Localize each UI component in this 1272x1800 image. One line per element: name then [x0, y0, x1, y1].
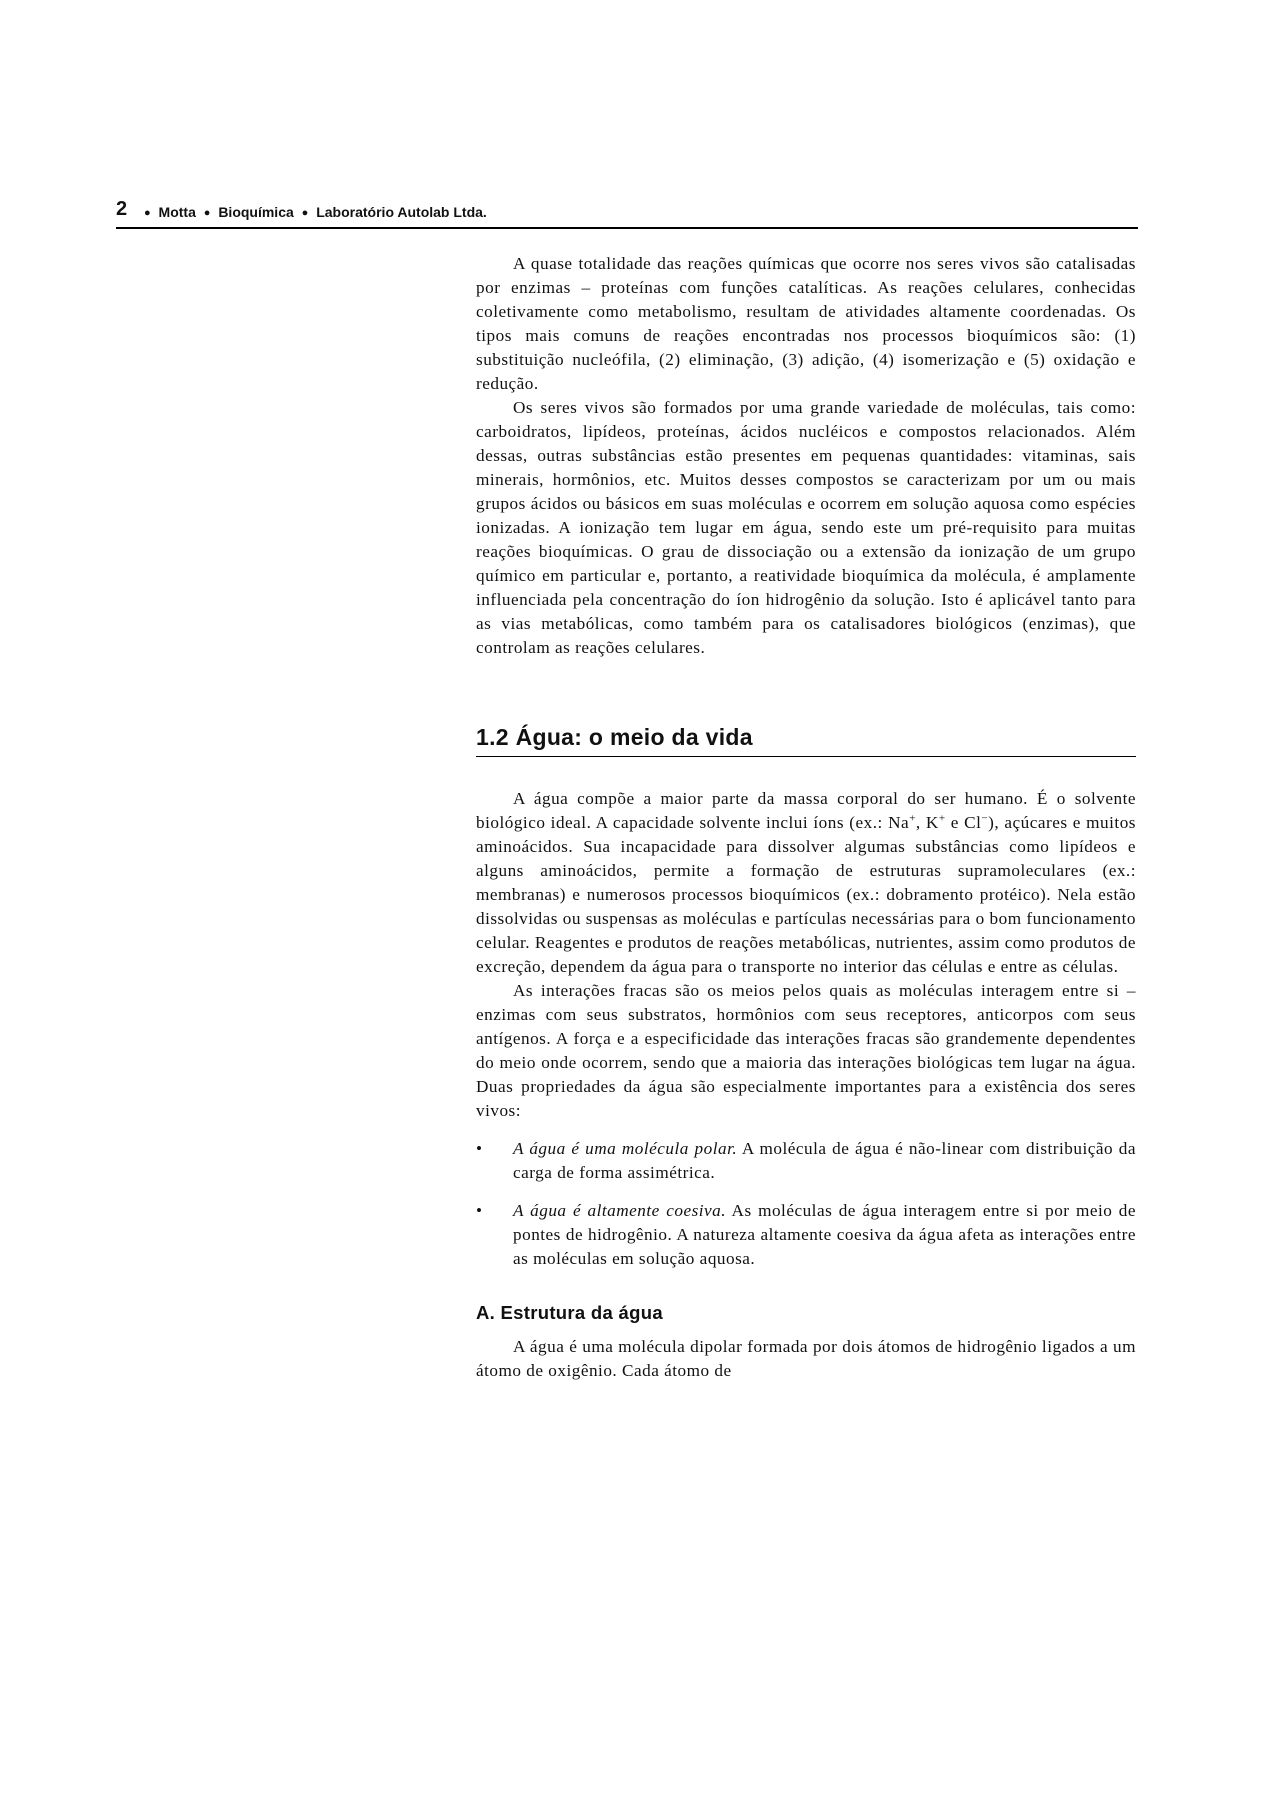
section-heading: 1.2 Água: o meio da vida — [476, 722, 1136, 757]
intro-paragraph-2: Os seres vivos são formados por uma grande variedade de moléculas, tais como: carboidratos, lipídeos, proteínas, ácidos nucléicos e compostos relacionados. Além dessas, outras substâncias estão presentes em pequenas quantidades: vitaminas, sais minerais, hormônios, etc. Muitos desses compostos se caracterizam por um ou mais grupos ácidos ou básicos em suas moléculas e ocorrem em solução aquosa como espécies ionizadas. A ionização tem lugar em água, sendo este um pré-requisito para muitas reações bioquímicas. O grau de dissociação ou a extensão da ionização de um grupo químico em particular e, portanto, a reatividade bioquímica da molécula, é amplamente influenciada pela concentração do íon hidrogênio da solução. Isto é aplicável tanto para as vias metabólicas, como também para os catalisadores biológicos (enzimas), que controlam as reações celulares. — [476, 398, 1136, 657]
section-paragraph-2: As interações fracas são os meios pelos quais as moléculas interagem entre si – enzimas com seus substratos, hormônios com seus receptores, anticorpos com seus antígenos. A força e a especificidade das interações fracas são grandemente dependentes do meio onde ocorrem, sendo que a maioria das interações biológicas tem lugar na água. Duas propriedades da água são especialmente importantes para a existência dos seres vivos: — [476, 981, 1136, 1120]
text-column — [476, 252, 1136, 1383]
header-running-title — [140, 204, 487, 220]
subsection-paragraph-1: A água é uma molécula dipolar formada por dois átomos de hidrogênio ligados a um átomo de oxigênio. Cada átomo de — [476, 1337, 1136, 1380]
running-header — [116, 197, 1138, 229]
superscript: + — [938, 812, 946, 825]
intro-paragraph-1: A quase totalidade das reações químicas que ocorre nos seres vivos são catalisadas por enzimas – proteínas com funções catalíticas. As reações celulares, conhecidas coletivamente como metabolismo, resultam de atividades altamente coordenadas. Os tipos mais comuns de reações encontradas nos processos bioquímicos são: (1) substituição nucleófila, (2) eliminação, (3) adição, (4) isomerização e (5) oxidação e redução. — [476, 254, 1136, 393]
header-bullet: ● — [144, 207, 151, 219]
header-author: Motta — [158, 204, 196, 220]
list-item-text: As moléculas de água interagem entre si por meio de pontes de hidrogênio. A natureza altamente coesiva da água afeta as interações entre as moléculas em solução aquosa. — [513, 1201, 1136, 1268]
page-number: 2 — [116, 198, 128, 220]
header-bullet: ● — [301, 207, 309, 219]
subsection-heading: A. Estrutura da água — [476, 1302, 663, 1323]
header-publisher: Laboratório Autolab Ltda. — [316, 204, 487, 220]
list-item — [476, 1199, 1136, 1271]
list-item — [476, 1137, 1136, 1185]
list-item-term: A água é uma molécula polar. — [513, 1139, 738, 1158]
superscript: − — [981, 812, 989, 825]
list-item-text: A molécula de água é não-linear com distribuição da carga de forma assimétrica. — [513, 1139, 1136, 1182]
list-item-term: A água é altamente coesiva. — [513, 1201, 727, 1220]
bullet-marker: • — [476, 1139, 483, 1158]
property-list — [476, 1137, 1136, 1271]
header-bullet: ● — [203, 207, 211, 219]
section-paragraph-1: A água compõe a maior parte da massa corporal do ser humano. É o solvente biológico ideal. A capacidade solvente inclui íons (ex.: Na+, K+ e Cl−), açúcares e muitos aminoácidos. Sua incapacidade para dissolver algumas substâncias como lipídeos e alguns aminoácidos, permite a formação de estruturas supramoleculares (ex.: membranas) e numerosos processos bioquímicos (ex.: dobramento protéico). Nela estão dissolvidas ou suspensas as moléculas e partículas necessárias para o bom funcionamento celular. Reagentes e produtos de reações metabólicas, nutrientes, assim como produtos de excreção, dependem da água para o transporte no interior das células e entre as células. — [476, 789, 1136, 976]
bullet-marker: • — [476, 1201, 483, 1220]
header-book-title: Bioquímica — [218, 204, 294, 220]
superscript: + — [909, 812, 916, 825]
